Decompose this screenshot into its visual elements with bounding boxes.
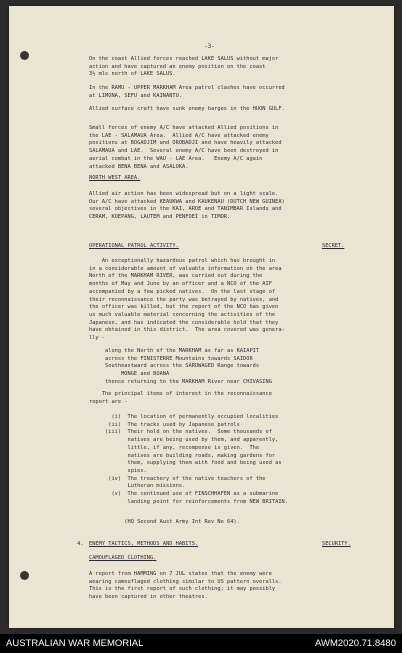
paragraph-ramu-patrols: In the RAMU - UPPER MARKHAM Area patrol clashes have occurred at LIMONA, SEFU and KAINANTU. (89, 85, 285, 99)
heading-north-west-area: NORTH WEST AREA. (89, 175, 141, 181)
page-number: -3- (204, 43, 215, 50)
punch-hole (20, 51, 29, 60)
paragraph-north-west-air: Allied air action has been widespread but on a light scale. Our A/C have attacked KEAUKWA and KAUKENAU (DUTCH NEW GUINEA) several objectives in the KAI, AROE and TANIMBAR Islands and CERAM, KOEPANG, LAUTEM and PENFOEI in TIMOR. (89, 191, 285, 221)
source-reference: (HQ Second Aust Army Int Rev No 64). (89, 519, 240, 525)
paragraph-camouflage: A report from HAMMING on 7 JUL states that the enemy were wearing camouflaged clothing similar to US pattern overalls. This is the first report of such clothing; it may possibly have been captured in other theatres. (89, 571, 282, 601)
heading-operational-patrol: OPERATIONAL PATROL ACTIVITY. (89, 243, 179, 249)
classification-secret: SECRET. (322, 243, 345, 249)
heading-enemy-tactics: ENEMY TACTICS, METHODS AND HABITS. (89, 541, 199, 547)
archive-footer (0, 634, 402, 653)
paragraph-patrol-report: An exceptionally hazardous patrol which has brought in in a considerable amount of valuable information on the area North of the MARKHAM RIVER, was carried out during the months of May and June by an officer and a NCO of the AIF accompanied by a few picked natives. On the last stage of their reconnaissance the party was betrayed by natives, and the officer was killed, but the report of the NCO has given us much valuable material concerning the activities of the Japanese, and has indicated the considerable hold that they have obtained in this district. The area covered was genera- lly - (89, 258, 285, 342)
patrol-route: along the North of the MARKHAM as far as KAIAPIT across the FINISTERRE Mountains towards SAIDOR Southeastward across the SARUWAGED Range towards MONGE and BOANA thence returning to the MARKHAM River near CHIVASING (105, 348, 272, 385)
paragraph-principal-items: The principal items of interest in the reconnaissance report are - (89, 391, 272, 405)
list-report-items: (i) The location of permanently occupied localities (ii) The tracks used by Japanese patrols (iii) Their hold on the natives. Some thousands of natives are being used by them, and apparently, little, if any, recompense is given. The natives are building roads, making gardens for them, supplying them with food and being used as spies. (iv) The treachery of the native teachers of the Lutheran missions. (v) The continued use of FINSCHHAFEN as a submarine landing point for reinforcements from NEW BRITAIN. (105, 414, 288, 505)
paragraph-coast-advance: On the coast Allied forces reached LAKE SALUS without major action and have captured an enemy position on the coast 3½ mls north of LAKE SALUS. (89, 56, 279, 78)
classification-security: SECURITY. (322, 541, 351, 547)
paragraph-air-attacks: Small forces of enemy A/C have attacked Allied positions in the LAE - SALAMAUA Area. Allied A/C have attacked enemy positions at BOGADJIM and OROBADJI and have heavily attacked SALAMAUA and LAE. Several enemy A/C have been destroyed in aerial combat in the WAU - LAE Area. Enemy A/C again attacked BENA BENA and ASALOKA. (89, 125, 282, 170)
heading-camouflaged-clothing: CAMOUFLAGED CLOTHING. (89, 555, 157, 561)
footer-accession-number: AWM2020.71.8480 (315, 638, 396, 649)
paragraph-huon-gulf: Allied surface craft have sunk enemy barges in the HUON GULF. (89, 106, 285, 112)
footer-institution: AUSTRALIAN WAR MEMORIAL (6, 638, 144, 649)
document-page (9, 6, 394, 628)
punch-hole (20, 571, 29, 580)
section-number: 4. (77, 541, 84, 547)
